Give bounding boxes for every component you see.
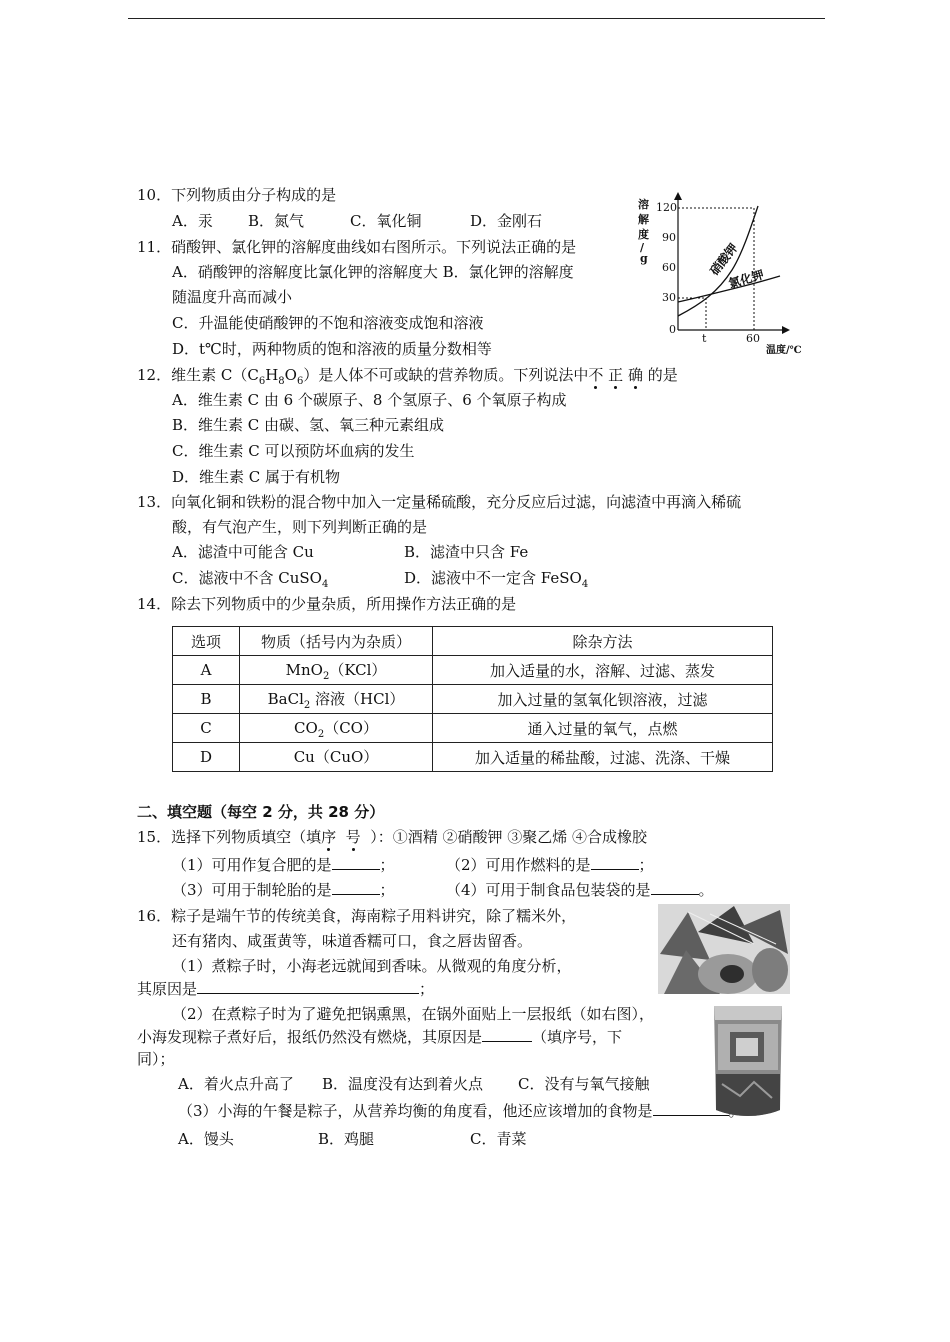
- q12-option-d: D．维生素 C 属于有机物: [172, 468, 341, 486]
- table-cell-method: 加入适量的稀盐酸，过滤、洗涤、干燥: [433, 743, 773, 772]
- q13-stem: 13．向氧化铜和铁粉的混合物中加入一定量稀硫酸，充分反应后过滤，向滤渣中再滴入稀硫: [137, 493, 742, 511]
- q16-stem: 16．粽子是端午节的传统美食，海南粽子用料讲究，除了糯米外，: [137, 907, 577, 925]
- x-axis-arrow: [782, 326, 790, 334]
- q13-option-c: C．滤液中不含 CuSO$_4$: [172, 569, 329, 590]
- table-header: 选项: [173, 627, 240, 656]
- q16-part-2-cont: 同）；: [137, 1050, 175, 1068]
- paper-pot-photo: [710, 1000, 786, 1118]
- zongzi-photo: [658, 904, 790, 994]
- y-tick-90: 90: [662, 231, 676, 244]
- answer-blank[interactable]: [651, 880, 699, 895]
- table-header: 物质（括号内为杂质）: [240, 627, 433, 656]
- answer-blank[interactable]: [197, 979, 419, 994]
- table-cell-option: D: [173, 743, 240, 772]
- q16-stem-cont: 还有猪肉、咸蛋黄等，味道香糯可口，食之唇齿留香。: [172, 932, 533, 950]
- q10-option-c: C．氧化铜: [350, 212, 422, 230]
- q11-option-a-cont: 随温度升高而减小: [172, 288, 293, 306]
- q10-option-a: A．汞: [172, 212, 213, 230]
- y-tick-120: 120: [656, 201, 677, 214]
- q12-stem: 12．维生素 $C(C_6H_8O_6)$是人体不可或缺的营养物质。下列说法中不 正 确 的是: [137, 366, 678, 387]
- q12-option-a: A．维生素 C 由 6 个碳原子、8 个氢原子、6 个氧原子构成: [172, 391, 567, 409]
- q15-part-3: （3）可用于制轮胎的是 ；: [172, 881, 395, 899]
- q11-stem: 11．硝酸钾、氯化钾的溶解度曲线如右图所示。下列说法正确的是: [137, 238, 577, 256]
- table-cell-option: A: [173, 656, 240, 685]
- emph-number: 号: [345, 828, 361, 846]
- q13-option-d: D．滤液中不一定含 FeSO$_4$: [404, 569, 589, 590]
- q16-part-3: （3）小海的午餐是粽子，从营养均衡的角度看，他还应该增加的食物是: [178, 1101, 744, 1121]
- q14-stem: 14．除去下列物质中的少量杂质，所用操作方法正确的是: [137, 595, 517, 613]
- table-row: [173, 714, 773, 743]
- table-cell-substance: MnO$_2$（KCl）: [240, 656, 433, 685]
- table-row: [173, 743, 773, 772]
- q16-part-2: （2）在煮粽子时为了避免把锅熏黑，在锅外面贴上一层报纸（如右图），: [172, 1005, 655, 1023]
- series-label-kno3: 硝酸钾: [707, 240, 741, 278]
- y-axis-arrow: [674, 192, 682, 200]
- q13-stem-cont: 酸，有气泡产生，则下列判断正确的是: [172, 518, 428, 536]
- table-row: [173, 656, 773, 685]
- answer-blank[interactable]: [332, 880, 380, 895]
- q10-option-d: D．金刚石: [470, 212, 543, 230]
- table-cell-substance: BaCl$_2$ 溶液（HCl）: [240, 685, 433, 714]
- table-cell-substance: Cu（CuO）: [240, 743, 433, 772]
- q16-part-2-answer: 小海发现粽子煮好后，报纸仍然没有燃烧，其原因是 （填序号，下: [137, 1028, 623, 1046]
- q11-option-c: C．升温能使硝酸钾的不饱和溶液变成饱和溶液: [172, 314, 484, 332]
- y-tick-0: 0: [669, 323, 676, 336]
- emph-not: 不: [588, 366, 604, 384]
- q12-option-c: C．维生素 C 可以预防坏血病的发生: [172, 442, 415, 460]
- q16-option-c: C．没有与氧气接触: [518, 1075, 650, 1093]
- y-label-char: 解: [638, 213, 649, 226]
- section-2-title: 二、填空题（每空 2 分，共 28 分）: [137, 803, 385, 821]
- table-header: 除杂方法: [433, 627, 773, 656]
- q13-option-a: A．滤渣中可能含 Cu: [172, 543, 314, 561]
- q11-option-d: D．t℃时，两种物质的饱和溶液的质量分数相等: [172, 340, 492, 358]
- q16-food-a: A．馒头: [178, 1130, 234, 1148]
- y-tick-60: 60: [662, 261, 676, 274]
- table-row: [173, 685, 773, 714]
- table-cell-substance: $CO_2(CO)$: [240, 714, 433, 743]
- q16-part-1-answer: 其原因是 ；: [137, 980, 435, 998]
- q12-option-b: B．维生素 C 由碳、氢、氧三种元素组成: [172, 416, 445, 434]
- answer-blank[interactable]: [332, 855, 380, 870]
- q15-part-4: （4）可用于制食品包装袋的是 。: [446, 881, 714, 899]
- answer-blank[interactable]: [591, 855, 639, 870]
- y-label-char: 溶: [638, 198, 649, 211]
- solubility-chart: [636, 190, 816, 360]
- answer-blank[interactable]: [482, 1027, 532, 1042]
- q10-stem: 10．下列物质由分子构成的是: [137, 186, 337, 204]
- q16-food-b: B．鸡腿: [318, 1130, 375, 1148]
- y-tick-30: 30: [662, 291, 676, 304]
- q16-part-1: （1）煮粽子时，小海老远就闻到香味。从微观的角度分析，: [172, 957, 572, 975]
- emph-order: 序: [321, 828, 337, 846]
- q10-option-b: B．氮气: [248, 212, 305, 230]
- table-cell-method: 通入过量的氧气，点燃: [433, 714, 773, 743]
- table-cell-method: 加入适量的水，溶解、过滤、蒸发: [433, 656, 773, 685]
- q11-option-a: A．硝酸钾的溶解度比氯化钾的溶解度大 B．氯化钾的溶解度: [172, 263, 574, 281]
- q15-part-1: （1）可用作复合肥的是 ；: [172, 856, 395, 874]
- x-tick-t: t: [702, 332, 707, 345]
- q16-option-b: B．温度没有达到着火点: [322, 1075, 484, 1093]
- y-label-char: g: [640, 252, 648, 265]
- table-cell-method: 加入过量的氢氧化钡溶液，过滤: [433, 685, 773, 714]
- q15-part-2: （2）可用作燃料的是 ；: [446, 856, 654, 874]
- emph-correct-1: 正: [608, 366, 624, 384]
- y-label-char: /: [640, 241, 645, 254]
- q15-stem: 15．选择下列物质填空（填序 号 ）：①酒精 ②硝酸钾 ③聚乙烯 ④合成橡胶: [137, 828, 648, 846]
- series-label-kcl: 氯化钾: [726, 267, 766, 291]
- table-cell-option: B: [173, 685, 240, 714]
- q14-table: [172, 626, 773, 772]
- y-label-char: 度: [638, 228, 649, 241]
- table-header-row: [173, 627, 773, 656]
- x-axis-label: 温度/℃: [766, 345, 802, 356]
- x-tick-60: 60: [746, 332, 760, 345]
- q16-option-a: A．着火点升高了: [178, 1075, 294, 1093]
- q16-food-c: C．青菜: [470, 1130, 527, 1148]
- emph-correct-2: 确: [627, 366, 643, 384]
- table-cell-option: C: [173, 714, 240, 743]
- q13-option-b: B．滤渣中只含 Fe: [404, 543, 529, 561]
- header-rule: [128, 18, 825, 19]
